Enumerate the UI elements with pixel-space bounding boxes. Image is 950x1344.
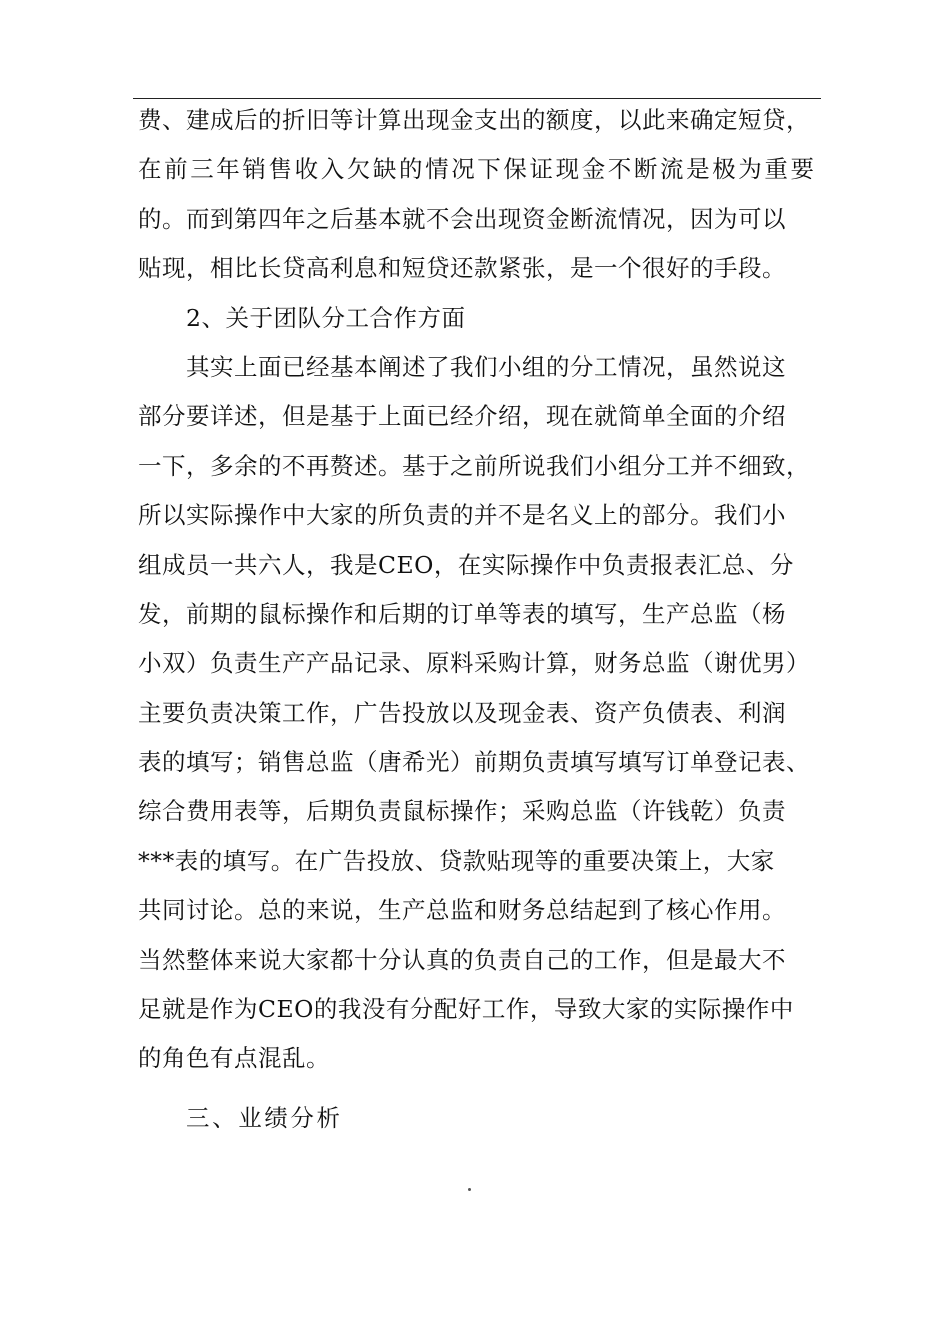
paragraph-line: 当然整体来说大家都十分认真的负责自己的工作，但是最大不 xyxy=(138,945,786,974)
paragraph-team-division xyxy=(138,343,828,1084)
section-heading-performance: 三、业绩分析 xyxy=(186,1103,343,1132)
paragraph-line: 的。而到第四年之后基本就不会出现资金断流情况，因为可以 xyxy=(138,204,786,233)
paragraph-cash-flow xyxy=(138,96,828,294)
paragraph-gap xyxy=(138,1084,828,1094)
paragraph-line: 发，前期的鼠标操作和后期的订单等表的填写，生产总监（杨 xyxy=(138,599,786,628)
paragraph-line: 其实上面已经基本阐述了我们小组的分工情况，虽然说这 xyxy=(186,352,786,381)
paragraph-line: 在前三年销售收入欠缺的情况下保证现金不断流是极为重要 xyxy=(138,155,817,184)
paragraph-line: 小双）负责生产产品记录、原料采购计算，财务总监（谢优男） xyxy=(138,649,810,678)
paragraph-line: 的角色有点混乱。 xyxy=(138,1044,330,1073)
paragraph-line: 组成员一共六人，我是CEO，在实际操作中负责报表汇总、分 xyxy=(138,550,794,579)
paragraph-line: 表的填写；销售总监（唐希光）前期负责填写填写订单登记表、 xyxy=(138,748,810,777)
paragraph-line: 综合费用表等，后期负责鼠标操作；采购总监（许钱乾）负责 xyxy=(138,797,786,826)
paragraph-line: ***表的填写。在广告投放、贷款贴现等的重要决策上，大家 xyxy=(138,846,775,875)
paragraph-line: 贴现，相比长贷高利息和短贷还款紧张，是一个很好的手段。 xyxy=(138,254,786,283)
footer-dot xyxy=(468,1188,471,1191)
paragraph-line: 足就是作为CEO的我没有分配好工作，导致大家的实际操作中 xyxy=(138,995,794,1024)
document-body xyxy=(138,96,828,1143)
section-heading-team: 2、关于团队分工合作方面 xyxy=(186,303,466,332)
paragraph-line: 一下，多余的不再赘述。基于之前所说我们小组分工并不细致， xyxy=(138,451,810,480)
paragraph-line: 部分要详述，但是基于上面已经介绍，现在就简单全面的介绍 xyxy=(138,402,786,431)
paragraph-line: 共同讨论。总的来说，生产总监和财务总结起到了核心作用。 xyxy=(138,896,786,925)
paragraph-line: 费、建成后的折旧等计算出现金支出的额度，以此来确定短贷， xyxy=(138,106,810,134)
paragraph-line: 主要负责决策工作，广告投放以及现金表、资产负债表、利润 xyxy=(138,698,786,727)
paragraph-line: 所以实际操作中大家的所负责的并不是名义上的部分。我们小 xyxy=(138,501,786,530)
